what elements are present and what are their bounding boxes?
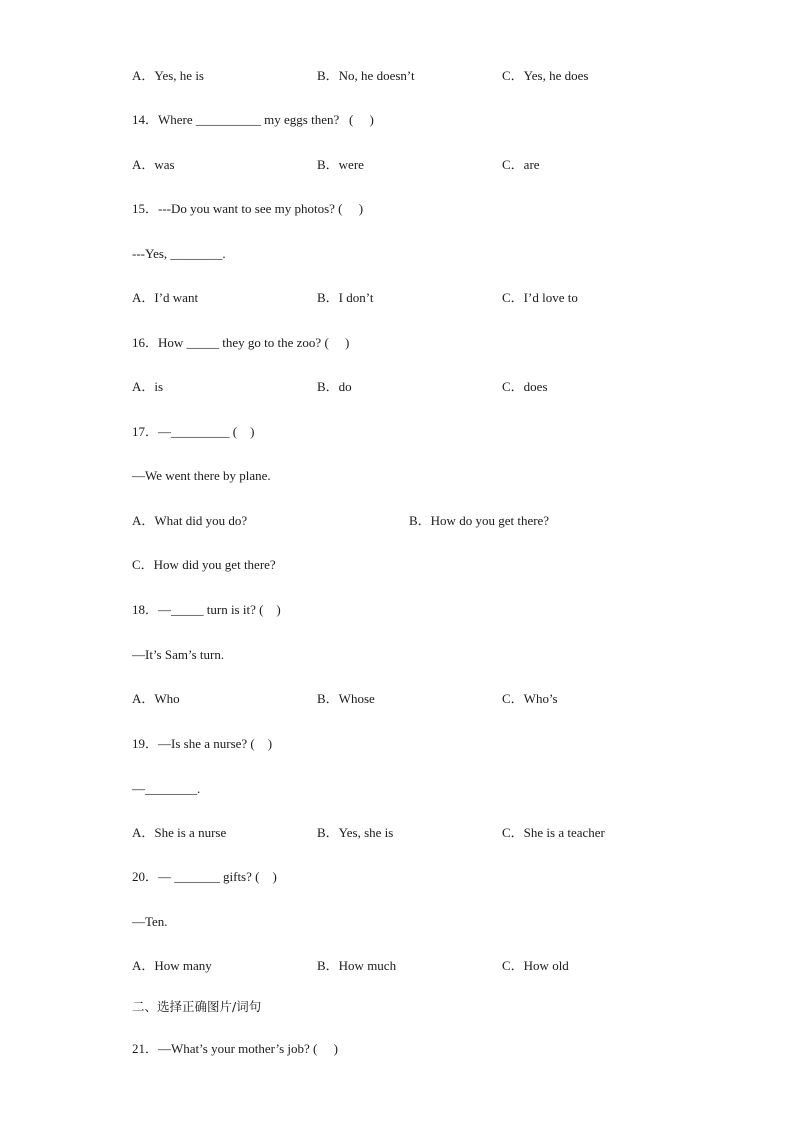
question-line: 18．—_____ turn is it? ( ) (132, 602, 281, 617)
option-c: C．I’d love to (502, 290, 578, 305)
option-a: A．Who (132, 691, 180, 706)
question-line: 17．—_________ ( ) (132, 424, 255, 439)
option-b: B．Yes, she is (317, 825, 394, 840)
question-line: —We went there by plane. (132, 468, 271, 483)
option-a: A．How many (132, 958, 212, 973)
question-line: —It’s Sam’s turn. (132, 647, 225, 662)
option-c: C．does (502, 379, 548, 394)
option-a: A．She is a nurse (132, 825, 227, 840)
question-line: C．How did you get there? (132, 557, 276, 572)
option-b: B．No, he doesn’t (317, 68, 415, 83)
option-b: B．How do you get there? (409, 513, 550, 528)
option-a: A．What did you do? (132, 513, 248, 528)
option-b: B．I don’t (317, 290, 374, 305)
option-c: C．Yes, he does (502, 68, 589, 83)
question-line: 19．—Is she a nurse? ( ) (132, 736, 273, 751)
question-line: —Ten. (132, 914, 168, 929)
option-b: B．were (317, 157, 364, 172)
option-c: C．She is a teacher (502, 825, 605, 840)
option-b: B．How much (317, 958, 397, 973)
question-line: 15．---Do you want to see my photos? ( ) (132, 201, 364, 216)
option-b: B．Whose (317, 691, 375, 706)
option-c: C．Who’s (502, 691, 558, 706)
option-c: C．are (502, 157, 540, 172)
option-a: A．is (132, 379, 164, 394)
option-c: C．How old (502, 958, 569, 973)
option-a: A．I’d want (132, 290, 199, 305)
question-line: 20．— _______ gifts? ( ) (132, 869, 277, 884)
option-b: B．do (317, 379, 352, 394)
option-a: A．was (132, 157, 175, 172)
question-line: 21．—What’s your mother’s job? ( ) (132, 1041, 338, 1056)
question-line: —________. (132, 781, 201, 796)
question-line: 16．How _____ they go to the zoo? ( ) (132, 335, 350, 350)
section-heading: 二、选择正确图片/词句 (132, 999, 262, 1014)
question-line: 14．Where __________ my eggs then? ( ) (132, 112, 374, 127)
question-line: ---Yes, ________. (132, 246, 226, 261)
option-a: A．Yes, he is (132, 68, 204, 83)
